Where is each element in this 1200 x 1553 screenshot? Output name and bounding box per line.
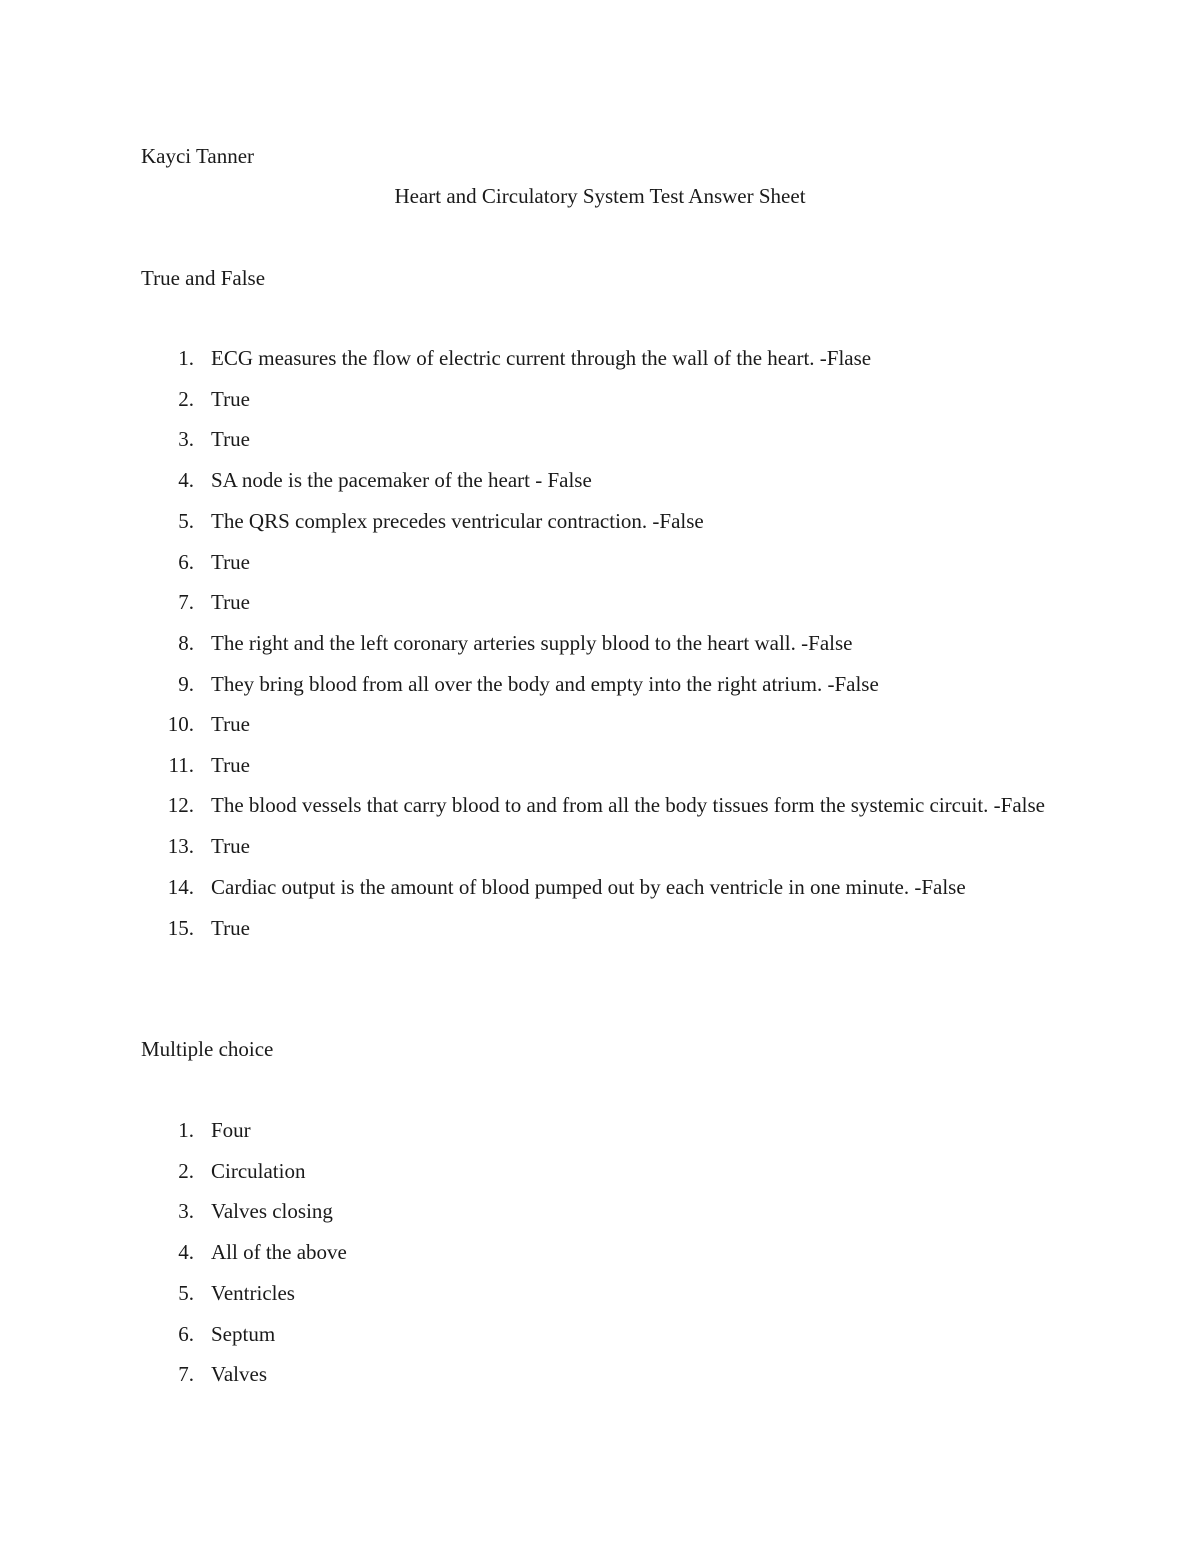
list-item <box>0 867 1200 908</box>
item-number: 4. <box>178 1240 194 1265</box>
item-text: True <box>211 549 250 574</box>
item-number: 5. <box>178 508 194 533</box>
list-item <box>0 704 1200 745</box>
item-text: Valves closing <box>211 1199 333 1224</box>
item-number: 9. <box>178 671 194 696</box>
item-text: Ventricles <box>211 1280 295 1305</box>
item-number: 14. <box>167 875 194 900</box>
item-text: Septum <box>211 1321 276 1346</box>
item-number: 8. <box>178 630 194 655</box>
list-item <box>0 338 1200 379</box>
item-number: 7. <box>178 1362 194 1387</box>
item-text: True <box>211 712 250 737</box>
true-false-list <box>0 338 1200 949</box>
list-item <box>0 379 1200 420</box>
list-item <box>0 1273 1200 1314</box>
item-number: 3. <box>178 427 194 452</box>
item-number: 2. <box>178 386 194 411</box>
item-number: 11. <box>168 753 194 778</box>
item-number: 2. <box>178 1158 194 1183</box>
list-item <box>0 786 1200 827</box>
list-item <box>0 826 1200 867</box>
item-text: ECG measures the flow of electric current through the wall of the heart. -Flase <box>211 346 872 370</box>
multiple-choice-list <box>0 1110 1200 1395</box>
item-text: The right and the left coronary arteries supply blood to the heart wall. -False <box>211 630 853 655</box>
list-item <box>0 908 1200 949</box>
list-item <box>0 664 1200 705</box>
item-text: Valves <box>211 1362 267 1387</box>
item-text: The blood vessels that carry blood to and from all the body tissues form the systemic circuit. -False <box>211 792 1045 817</box>
item-text: True <box>211 590 250 615</box>
item-text: They bring blood from all over the body and empty into the right atrium. -False <box>211 671 879 696</box>
item-text: Cardiac output is the amount of blood pumped out by each ventricle in one minute. -False <box>211 875 966 900</box>
item-number: 1. <box>178 346 194 370</box>
item-number: 1. <box>178 1118 194 1142</box>
item-number: 4. <box>178 468 194 493</box>
item-number: 7. <box>178 590 194 615</box>
item-text: Four <box>211 1118 251 1142</box>
list-item <box>0 1151 1200 1192</box>
true-false-heading: True and False <box>141 266 266 290</box>
list-item <box>0 419 1200 460</box>
item-text: True <box>211 427 250 452</box>
item-text: True <box>211 915 250 940</box>
list-item <box>0 582 1200 623</box>
item-text: True <box>211 386 250 411</box>
item-number: 13. <box>167 834 194 859</box>
item-number: 3. <box>178 1199 194 1224</box>
list-item <box>0 623 1200 664</box>
list-item <box>0 1354 1200 1395</box>
list-item <box>0 542 1200 583</box>
item-text: Circulation <box>211 1158 306 1183</box>
list-item <box>0 501 1200 542</box>
item-text: True <box>211 834 250 859</box>
item-text: All of the above <box>211 1240 347 1265</box>
list-item <box>0 1110 1200 1151</box>
item-number: 6. <box>178 1321 194 1346</box>
item-number: 10. <box>167 712 194 737</box>
item-text: True <box>211 753 250 778</box>
item-text: The QRS complex precedes ventricular contraction. -False <box>211 508 704 533</box>
list-item <box>0 1314 1200 1355</box>
item-number: 12. <box>167 792 194 817</box>
list-item <box>0 745 1200 786</box>
multiple-choice-heading: Multiple choice <box>141 1037 274 1061</box>
item-number: 6. <box>178 549 194 574</box>
list-item <box>0 460 1200 501</box>
author-name: Kayci Tanner <box>141 144 255 168</box>
list-item <box>0 1191 1200 1232</box>
item-text: SA node is the pacemaker of the heart - False <box>211 468 592 493</box>
document-title: Heart and Circulatory System Test Answer Sheet <box>394 184 806 208</box>
item-number: 15. <box>167 915 194 940</box>
list-item <box>0 1232 1200 1273</box>
item-number: 5. <box>178 1280 194 1305</box>
